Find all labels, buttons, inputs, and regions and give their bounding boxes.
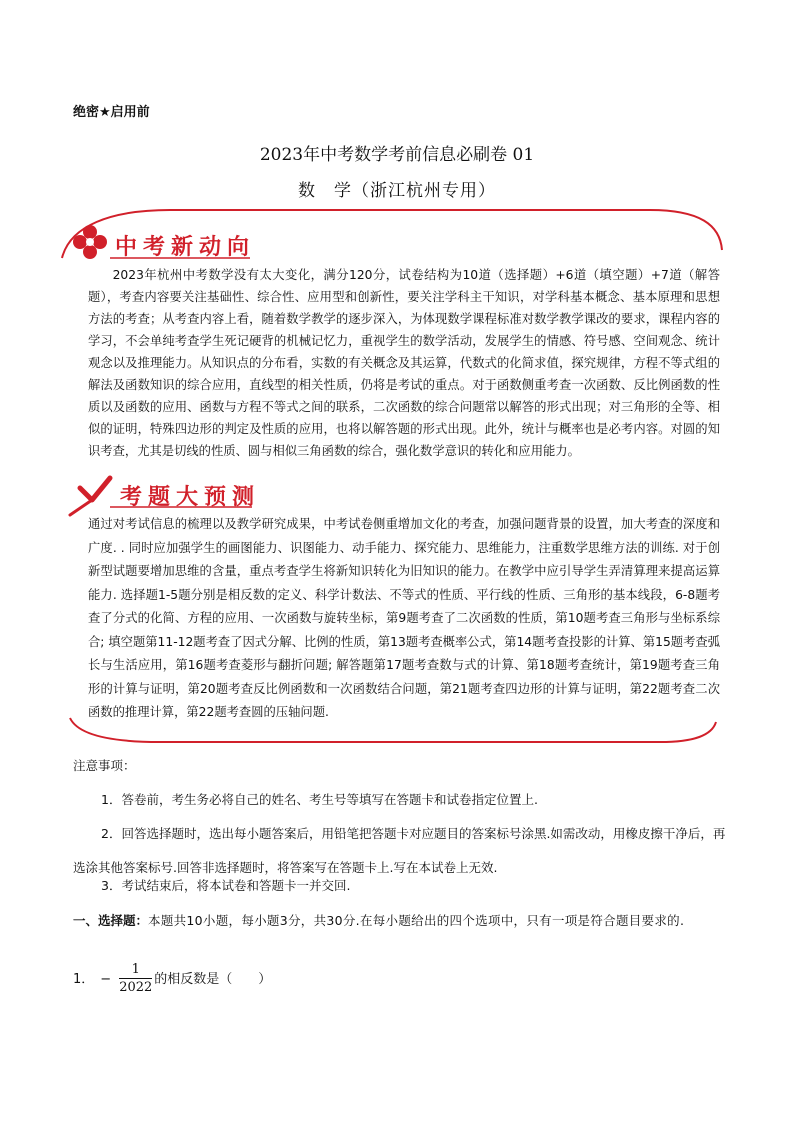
page-subtitle: 数 学（浙江杭州专用） bbox=[298, 181, 496, 201]
page-title: 2023年中考数学考前信息必刷卷 01 bbox=[259, 145, 535, 165]
note-item: 1．答卷前，考生务必将自己的姓名、考生号等填写在答题卡和试卷指定位置上. bbox=[101, 792, 538, 807]
fraction-denominator: 2022 bbox=[119, 980, 153, 995]
checkmark-icon bbox=[70, 478, 110, 515]
note-item: 2．回答选择题时，选出每小题答案后，用铅笔把答题卡对应题目的答案标号涂黑.如需改动，用橡皮擦干净后，再选涂其他答案标号.回答非选择题时，将答案写在答题卡上.写在本试卷上无效. bbox=[73, 826, 726, 875]
trends-paragraph: 2023年杭州中考数学没有太大变化，满分120分，试卷结构为10道（选择题）+6道（填空题）+7道（解答题），考查内容要关注基础性、综合性、应用型和创新性，要关注学科主干知识，对学科基本概念、基本原理和思想方法的考查；从考查内容上看，随着数学教学的逐步深入，为体现数学课程标准对数学教学课改的要求，课程内容的学习，不会单纯考查学生死记硬背的机械记忆力，重视学生的数学活动，发展学生的情感、符号感、空间观念、统计观念以及推理能力。从知识点的分布看，实数的有关概念及其运算，代数式的化简求值，探究规律，方程不等式组的解法及函数知识的综合应用，直线型的相关性质，仍将是考试的重点。对于函数侧重考查一次函数、反比例函数的性质以及函数的应用、函数与方程不等式之间的联系，二次函数的综合问题常以解答的形式出现；对三角形的全等、相似的证明，特殊四边形的判定及性质的应用，也将以解答题的形式出现。此外，统计与概率也是必考内容。对圆的知识考查，尤其是切线的性质、圆与相似三角函数的综合，强化数学意识的转化和应用能力。 bbox=[88, 268, 720, 458]
minus-sign: − bbox=[100, 972, 112, 987]
question-text: 的相反数是（ ） bbox=[154, 972, 272, 987]
banner-exam-trends: 中考新动向 bbox=[115, 235, 256, 260]
note-item: 3．考试结束后，将本试卷和答题卡一并交回. bbox=[101, 878, 351, 893]
question-number: 1． bbox=[73, 972, 95, 987]
section-label: 一、选择题： bbox=[73, 913, 149, 928]
section-heading bbox=[73, 904, 728, 938]
confidential-label: 绝密★启用前 bbox=[73, 105, 150, 120]
section-instructions: 本题共10小题，每小题3分，共30分.在每小题给出的四个选项中，只有一项是符合题目要求的. bbox=[148, 913, 685, 928]
fraction bbox=[119, 962, 152, 997]
notes-heading: 注意事项： bbox=[73, 758, 136, 773]
prediction-paragraph: 通过对考试信息的梳理以及教学研究成果，中考试卷侧重增加文化的考查，加强问题背景的设置，加大考查的深度和广度. . 同时应加强学生的画图能力、识图能力、动手能力、探究能力、思维能力，注重数学思维方法的训练. 对于创新型试题要增加思维的含量，重点考查学生将新知识转化为旧知识的能力。在教学中应引导学生弄清算理来提高运算能力. 选择题1-5题分别是相反数的定义、科学计数法、不等式的性质、平行线的性质、三角形的基本线段，6-8题考查了分式的化简、方程的应用、一次函数与旋转坐标，第9题考查了二次函数的性质，第10题考查三角形与坐标系综合; 填空题第11-12题考查了因式分解、比例的性质，第13题考查概率公式，第14题考查投影的计算、第15题考查弧长与生活应用，第16题考查菱形与翻折问题; 解答题第17题考查数与式的计算、第18题考查统计，第19题考查三角形的计算与证明，第20题考查反比例函数和一次函数结合问题，第21题考查四边形的计算与证明，第22题考查二次函数的推理计算，第22题考查圆的压轴问题. bbox=[88, 517, 720, 719]
fraction-numerator: 1 bbox=[119, 962, 152, 979]
question-1 bbox=[73, 962, 271, 997]
banner-exam-prediction: 考题大预测 bbox=[120, 485, 261, 510]
clover-icon bbox=[73, 225, 107, 259]
